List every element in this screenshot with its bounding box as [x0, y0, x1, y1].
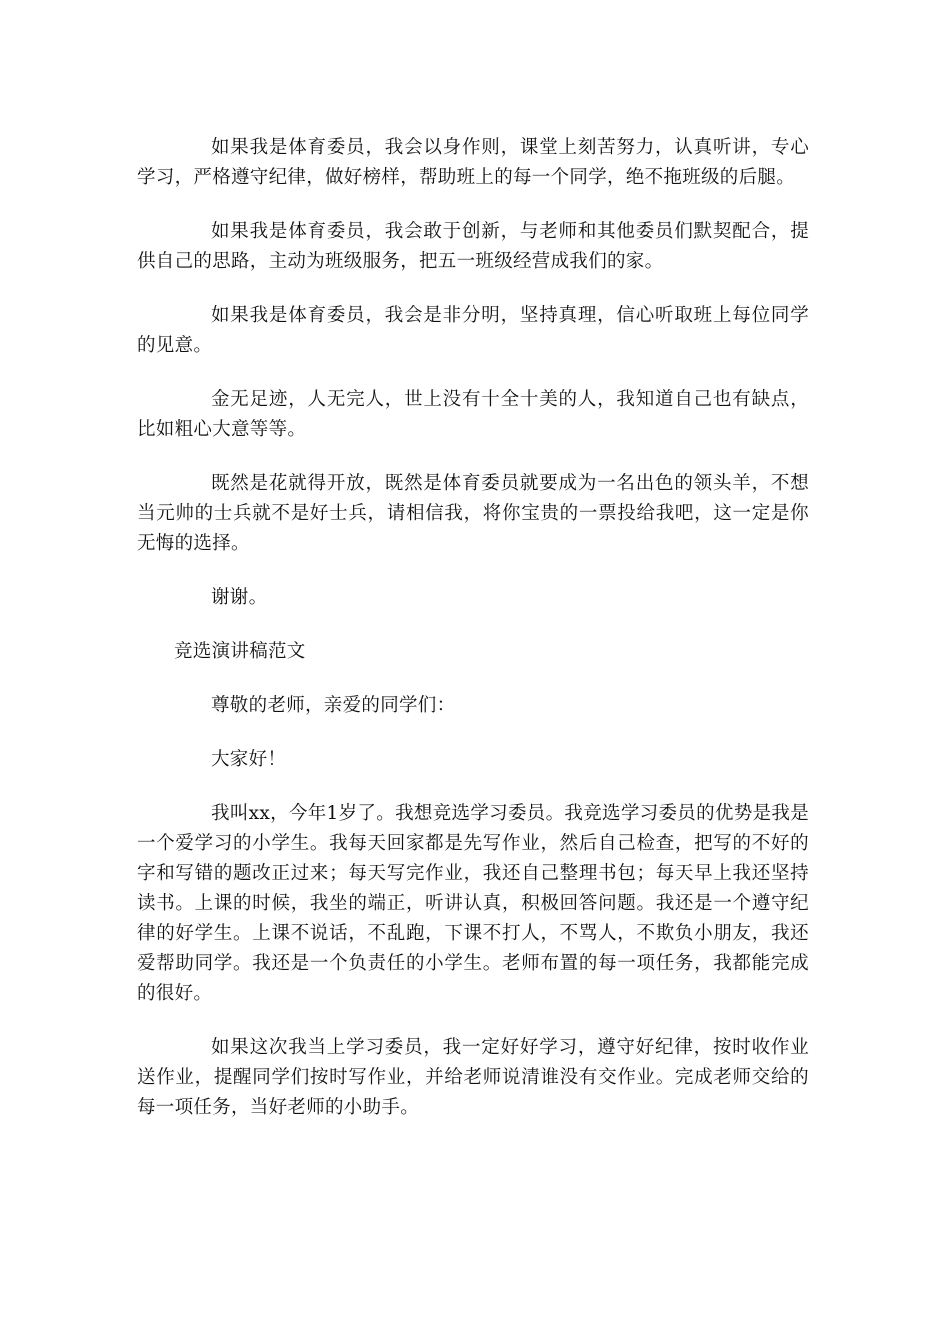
- section-heading: 竞选演讲稿范文: [174, 641, 306, 662]
- closing-thanks: 谢谢。: [211, 587, 268, 608]
- paragraph: 如果我是体育委员，我会是非分明，坚持真理，信心听取班上每位同学的见意。: [137, 305, 809, 356]
- paragraph: 我叫xx，今年1岁了。我想竞选学习委员。我竞选学习委员的优势是我是一个爱学习的小学生。我每天回家都是先写作业，然后自己检查，把写的不好的字和写错的题改正过来；每天写完作业，我还自己整理书包；每天早上我还坚持读书。上课的时候，我坐的端正，听讲认真，积极回答问题。我还是一个遵守纪律的好学生。上课不说话，不乱跑，下课不打人，不骂人，不欺负小朋友，我还爱帮助同学。我还是一个负责任的小学生。老师布置的每一项任务，我都能完成的很好。: [137, 803, 809, 1004]
- paragraph: 如果我是体育委员，我会敢于创新，与老师和其他委员们默契配合，提供自己的思路，主动为班级服务，把五一班级经营成我们的家。: [137, 221, 809, 272]
- salutation: 尊敬的老师，亲爱的同学们：: [211, 695, 456, 716]
- document-body: [137, 133, 809, 1147]
- paragraph: 如果我是体育委员，我会以身作则，课堂上刻苦努力，认真听讲，专心学习，严格遵守纪律，做好榜样，帮助班上的每一个同学，绝不拖班级的后腿。: [137, 137, 809, 188]
- paragraph: 既然是花就得开放，既然是体育委员就要成为一名出色的领头羊，不想当元帅的士兵就不是好士兵，请相信我，将你宝贵的一票投给我吧，这一定是你无悔的选择。: [137, 473, 809, 554]
- paragraph: 如果这次我当上学习委员，我一定好好学习，遵守好纪律，按时收作业送作业，提醒同学们按时写作业，并给老师说清谁没有交作业。完成老师交给的每一项任务，当好老师的小助手。: [137, 1037, 809, 1118]
- greeting: 大家好！: [211, 749, 287, 770]
- paragraph: 金无足迹，人无完人，世上没有十全十美的人，我知道自己也有缺点，比如粗心大意等等。: [137, 389, 809, 440]
